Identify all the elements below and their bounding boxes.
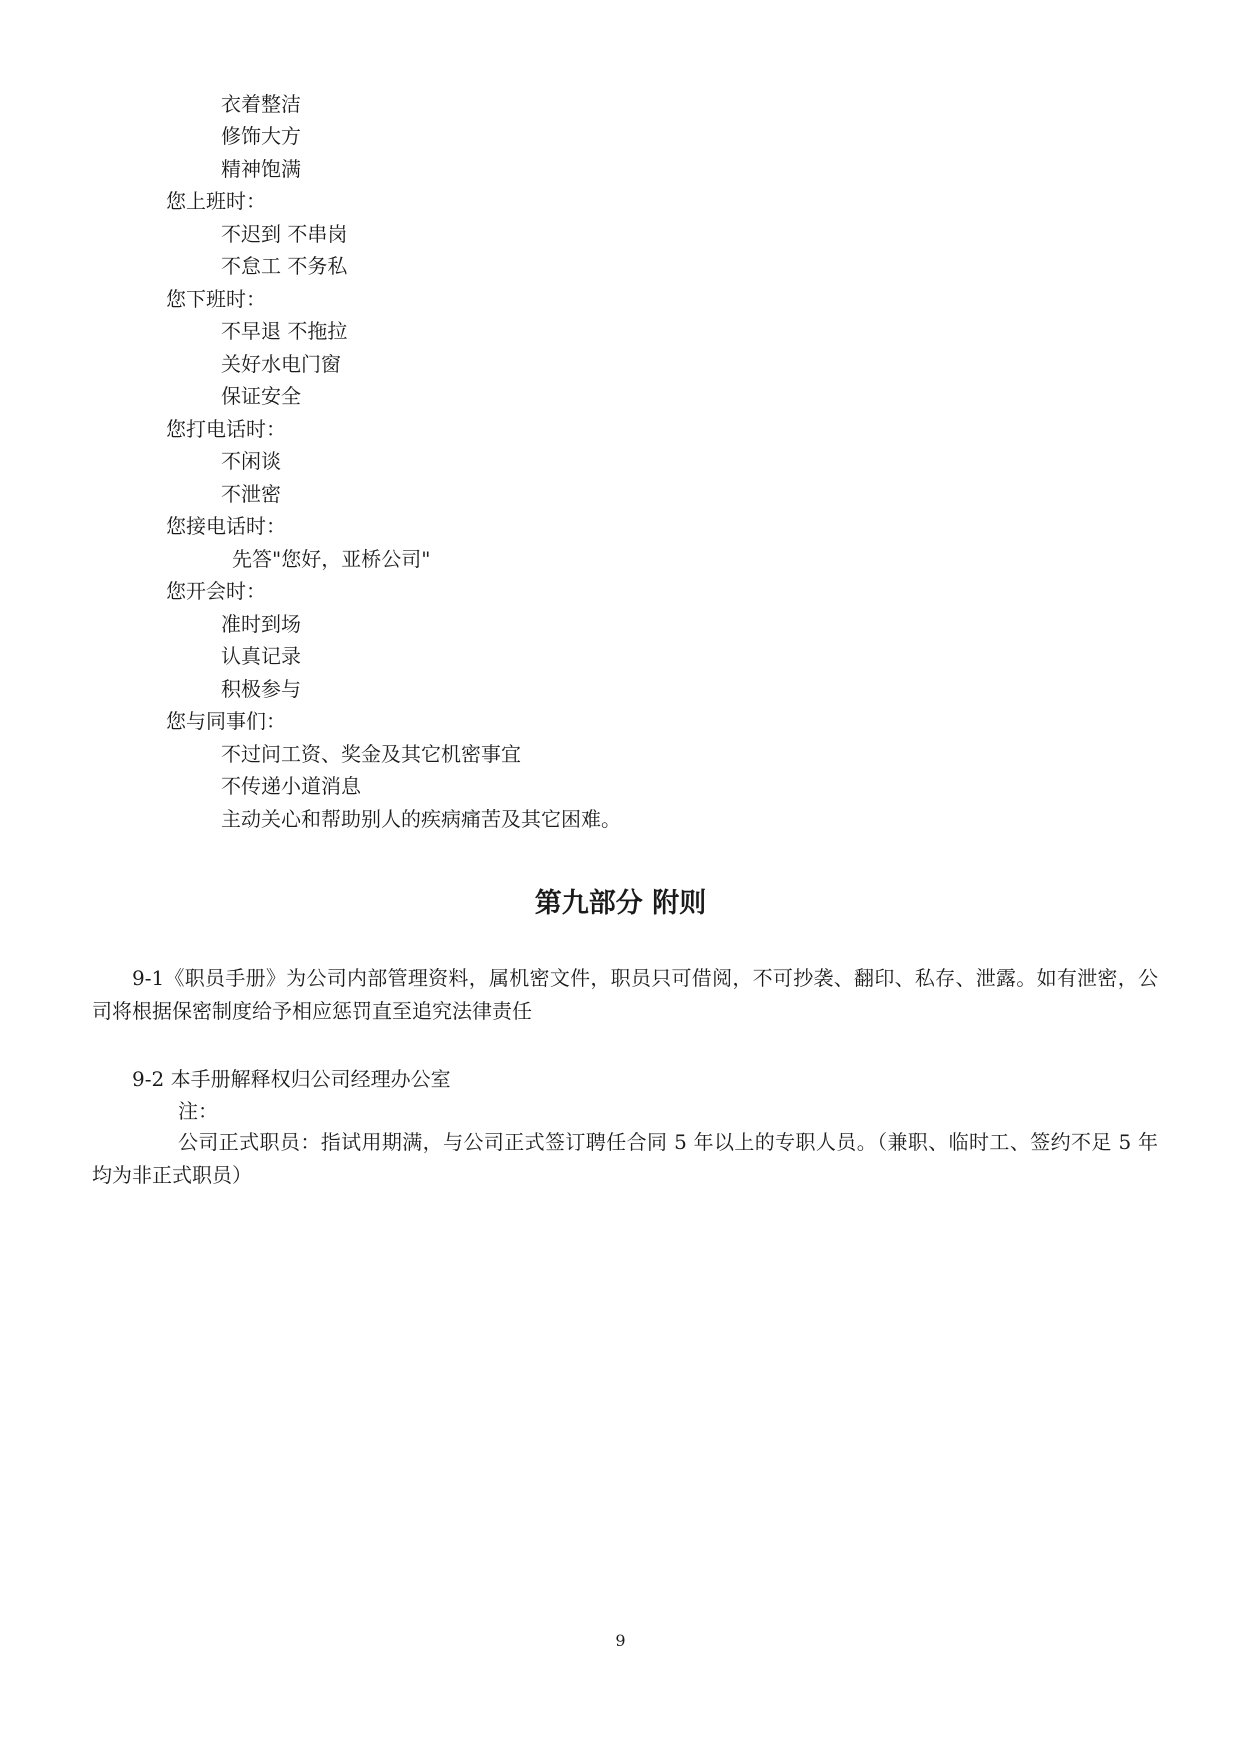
- group-label: 您与同事们：: [166, 709, 286, 733]
- group-label: 您上班时：: [166, 189, 266, 213]
- list-item: 积极参与: [221, 677, 301, 701]
- clause-9-2: 9-2 本手册解释权归公司经理办公室: [132, 1067, 451, 1091]
- note-paragraph: [92, 1126, 1158, 1192]
- list-item: 不迟到 不串岗: [221, 222, 348, 246]
- list-item: 准时到场: [221, 612, 301, 636]
- note-text: 公司正式职员：指试用期满，与公司正式签订聘任合同 5 年以上的专职人员。（兼职、临时工、签约不足 5 年均为非正式职员）: [92, 1130, 1158, 1187]
- list-item: 精神饱满: [221, 157, 301, 181]
- clause-9-1-text: 9-1《职员手册》为公司内部管理资料，属机密文件，职员只可借阅，不可抄袭、翻印、私存、泄露。如有泄密，公司将根据保密制度给予相应惩罚直至追究法律责任: [92, 966, 1158, 1023]
- list-item: 保证安全: [221, 384, 301, 408]
- list-item: 认真记录: [221, 644, 301, 668]
- list-item: 衣着整洁: [221, 92, 301, 116]
- list-item: 先答"您好，亚桥公司": [232, 547, 431, 571]
- list-item: 主动关心和帮助别人的疾病痛苦及其它困难。: [221, 807, 621, 831]
- page-number: 9: [615, 1631, 626, 1650]
- section-title: 第九部分 附则: [534, 888, 707, 919]
- list-item: 不泄密: [221, 482, 281, 506]
- note-label: 注：: [178, 1099, 218, 1123]
- list-item: 不过问工资、奖金及其它机密事宜: [221, 742, 521, 766]
- group-label: 您开会时：: [166, 579, 266, 603]
- list-item: 不传递小道消息: [221, 774, 361, 798]
- clause-9-1: [92, 962, 1158, 1028]
- group-label: 您下班时：: [166, 287, 266, 311]
- list-item: 不早退 不拖拉: [221, 319, 348, 343]
- list-item: 不怠工 不务私: [221, 254, 348, 278]
- list-item: 修饰大方: [221, 124, 301, 148]
- group-label: 您打电话时：: [166, 417, 286, 441]
- group-label: 您接电话时：: [166, 514, 286, 538]
- list-item: 不闲谈: [221, 449, 281, 473]
- list-item: 关好水电门窗: [221, 352, 341, 376]
